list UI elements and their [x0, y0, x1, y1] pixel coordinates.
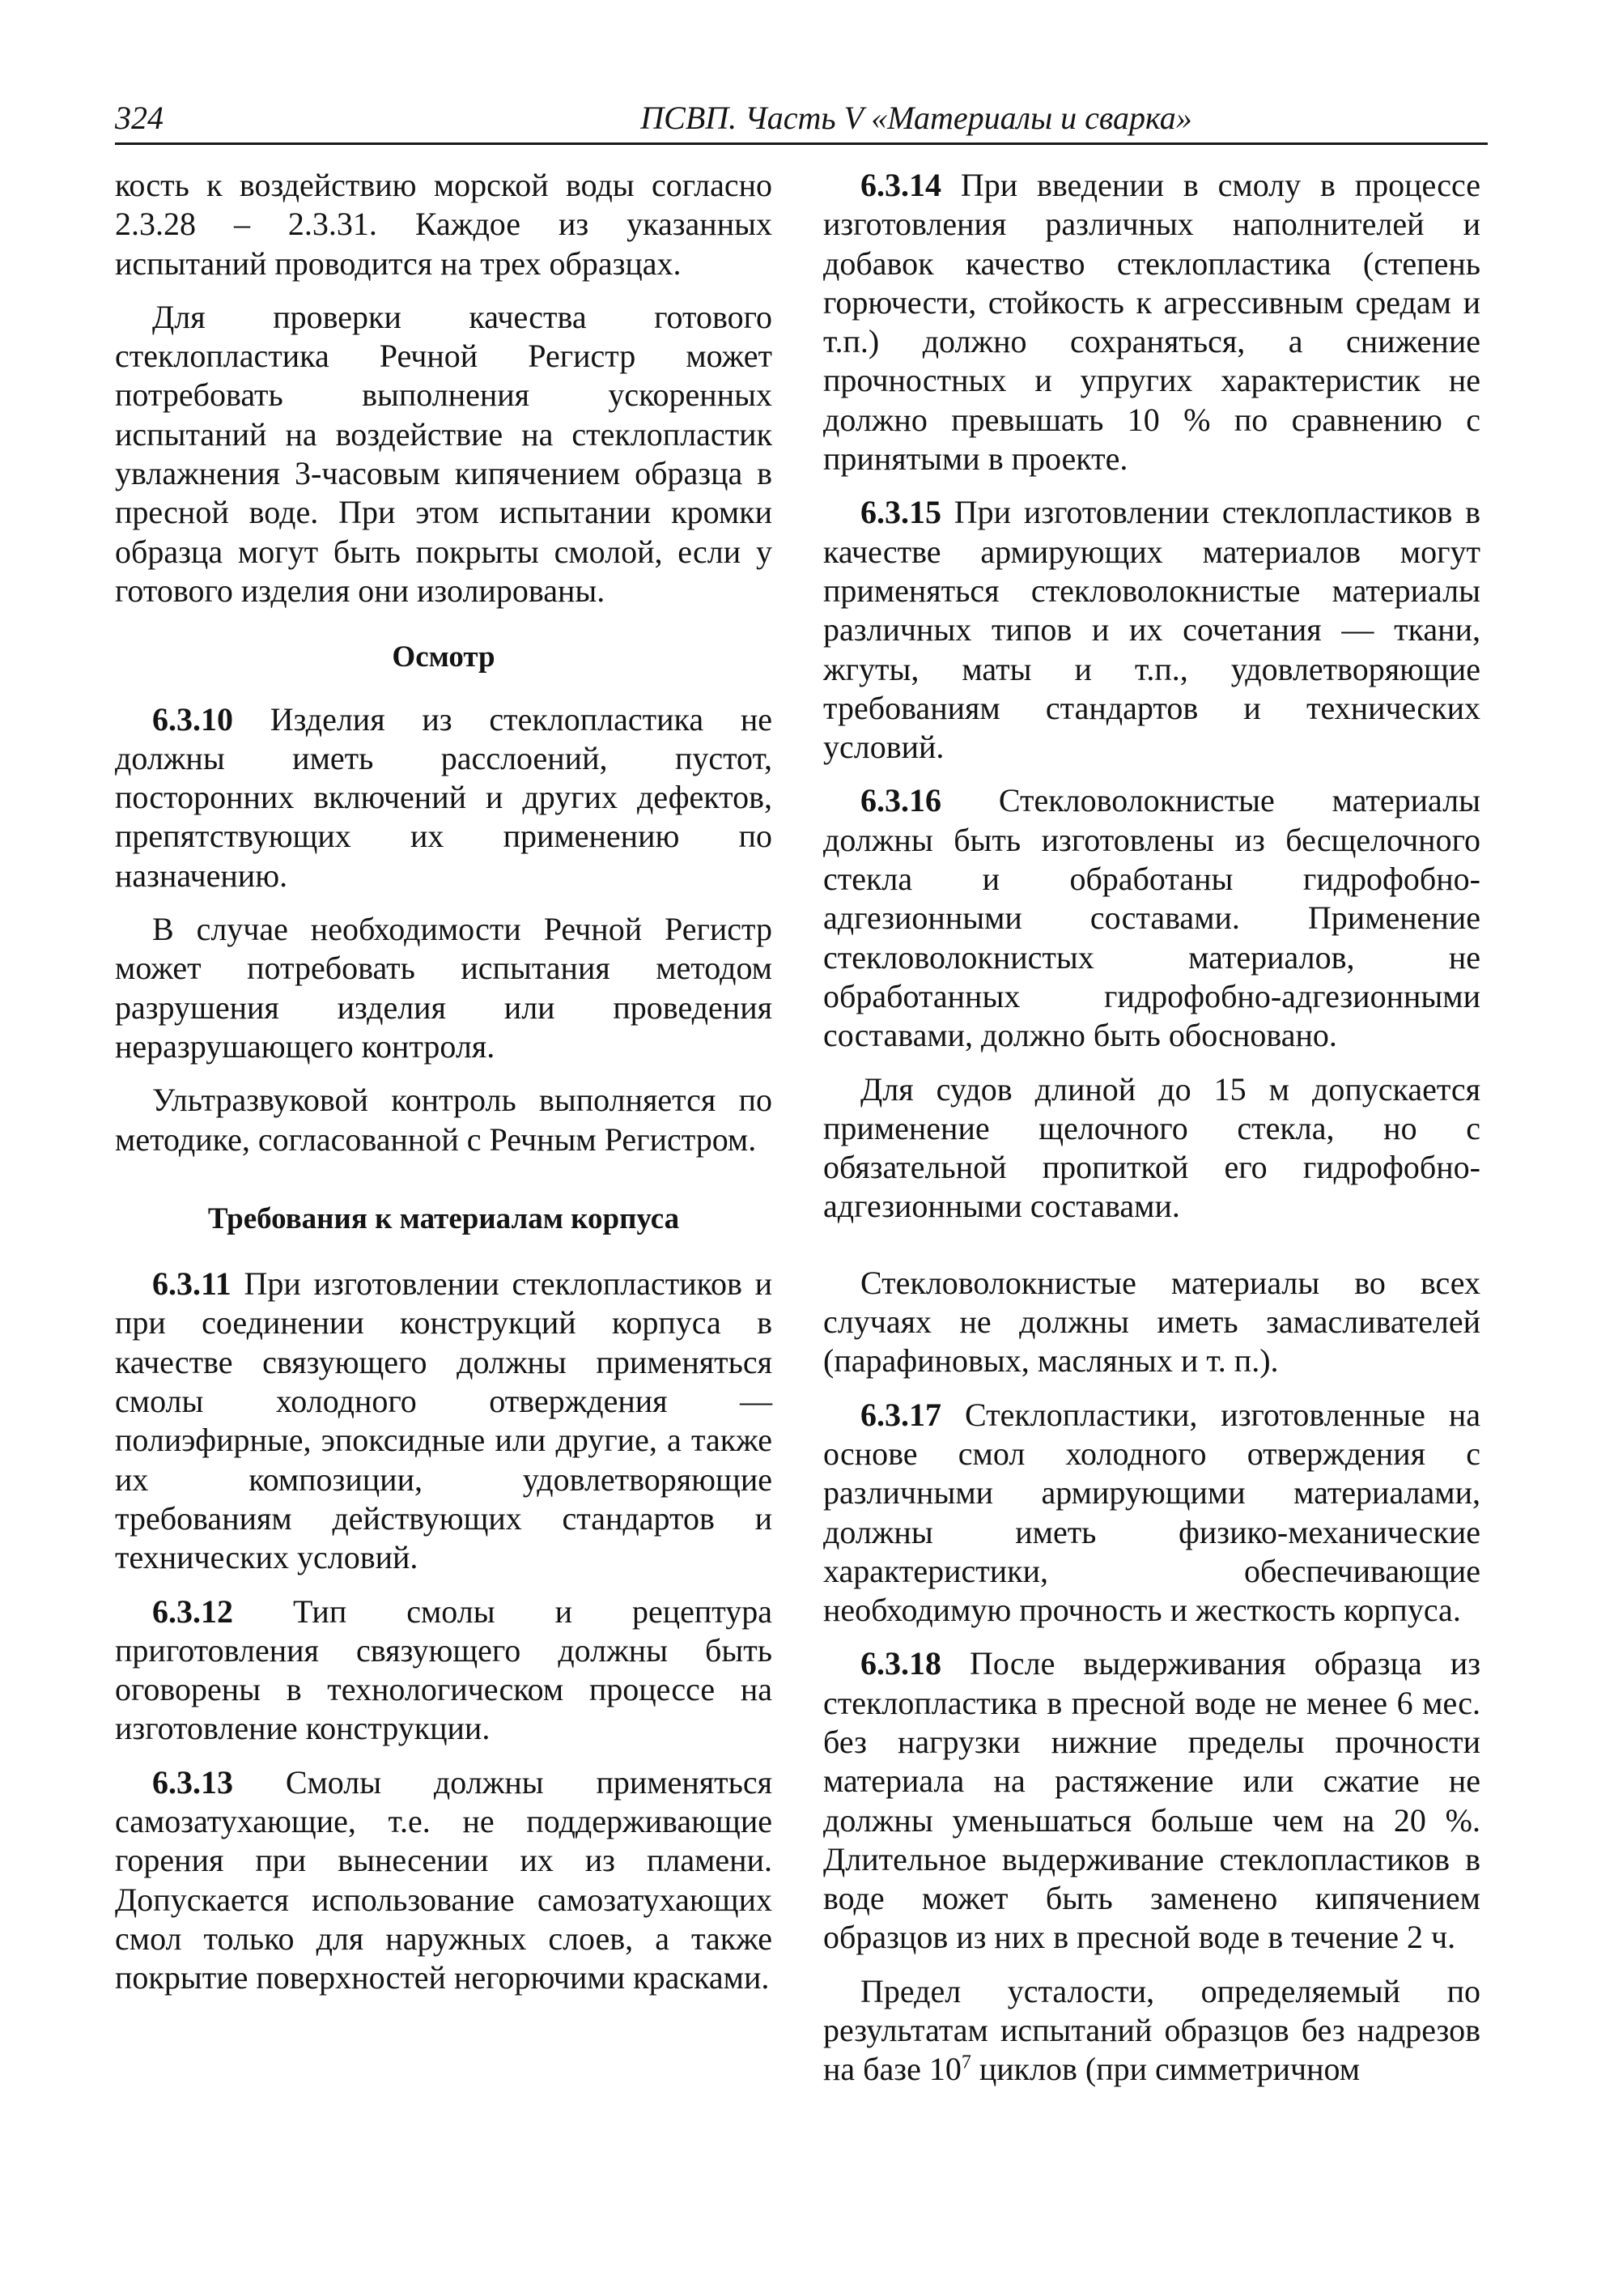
paragraph-sizing-agents: Стекловолокнистые материалы во всех случаях не должны иметь замасливателей (парафиновых, масляных и т. п.). [823, 1264, 1480, 1380]
clause-number: 6.3.17 [860, 1396, 941, 1433]
clause-6-3-17 [823, 1396, 1480, 1631]
clause-text: При изготовлении стеклопластиков в качестве армирующих материалов могут применяться стекловолокнистые материалы различных типов и их сочетания — ткани, жгуты, маты и т.п., удовлетворяющие требованиям стандартов и технических условий. [823, 494, 1480, 766]
section-heading-inspection: Осмотр [392, 640, 495, 674]
clause-number: 6.3.15 [860, 494, 941, 531]
clause-text: При введении в смолу в процессе изготовления различных наполнителей и добавок качество стеклопластика (степень горючести, стойкость к агрессивным средам и т.п.) должно сохраняться, а снижение прочностных и упругих характеристик не должно превышать 10 % по сравнению с принятыми в проекте. [823, 167, 1480, 478]
clause-text: Тип смолы и рецептура приготовления связующего должны быть оговорены в технологическом процессе на изготовление конструкции. [115, 1592, 772, 1747]
clause-text: Смолы должны применяться самозатухающие, т.е. не поддерживающие горения при вынесении их из пламени. Допускается использование самозатухающих смол только для наружных слоев, а также покрытие поверхностей негорючими красками. [115, 1763, 772, 1996]
clause-text: Стеклопластики, изготовленные на основе смол холодного отверждения с различными армирующими материалами, должны иметь физико-механические характеристики, обеспечивающие необходимую прочность и жесткость корпуса. [823, 1396, 1480, 1629]
clause-number: 6.3.11 [152, 1265, 231, 1303]
clause-6-3-13 [115, 1763, 772, 1998]
clause-number: 6.3.14 [860, 167, 941, 203]
paragraph-alkali-glass: Для судов длиной до 15 м допускается применение щелочного стекла, но с обязательной пропиткой его гидрофобно-адгезионными составами. [823, 1070, 1480, 1225]
clause-number: 6.3.13 [152, 1763, 233, 1801]
paragraph-destructive-testing: В случае необходимости Речной Регистр может потребовать испытания методом разрушения изделия или проведения неразрушающего контроля. [115, 911, 772, 1065]
running-header [115, 96, 1488, 145]
clause-text: При изготовлении стеклопластиков и при соединении конструкций корпуса в качестве связующего должны применяться смолы холодного отверждения — полиэфирные, эпоксидные или другие, а также их композиции, удовлетворяющие требованиям действующих стандартов и технических условий. [115, 1265, 772, 1576]
clause-6-3-14 [823, 166, 1480, 478]
page-number: 324 [115, 100, 164, 136]
clause-6-3-10 [115, 700, 772, 895]
left-column [115, 166, 772, 2012]
paragraph-fatigue-limit [823, 1972, 1480, 2090]
clause-6-3-16 [823, 781, 1480, 1055]
clause-number: 6.3.10 [152, 700, 233, 738]
clause-number: 6.3.18 [860, 1645, 941, 1682]
paragraph-continued: кость к воздействию морской воды согласно 2.3.28 – 2.3.31. Каждое из указанных испытаний проводится на трех образцах. [115, 167, 772, 282]
clause-6-3-12 [115, 1592, 772, 1749]
paragraph-quality-check: Для проверки качества готового стеклопластика Речной Регистр может потребовать выполнения ускоренных испытаний на воздействие на стеклопластик увлажнения 3-часовым кипячением образца в пресной воде. При этом испытании кромки образца могут быть покрыты смолой, если у готового изделия они изолированы. [115, 298, 772, 609]
clause-6-3-11 [115, 1265, 772, 1577]
clause-text: После выдерживания образца из стеклопластика в пресной воде не менее 6 мес. без нагрузки нижние пределы прочности материала на растяжение или сжатие не должны уменьшаться больше чем на 20 %. Длительное выдерживание стеклопластиков в воде может быть заменено кипячением образцов из них в пресной воде в течение 2 ч. [823, 1645, 1480, 1956]
fatigue-text-end: циклов (при симметричном [971, 2051, 1361, 2088]
paragraph-ultrasonic: Ультразвуковой контроль выполняется по методике, согласованной с Речным Регистром. [115, 1082, 772, 1158]
clause-6-3-15 [823, 493, 1480, 767]
clause-6-3-18 [823, 1644, 1480, 1957]
clause-text: Изделия из стеклопластика не должны иметь расслоений, пустот, посторонних включений и других дефектов, препятствующих их применению по назначению. [115, 700, 772, 894]
clause-number: 6.3.16 [860, 782, 941, 819]
clause-number: 6.3.12 [152, 1592, 233, 1630]
running-title: ПСВП. Часть V «Материалы и сварка» [640, 100, 1192, 136]
fatigue-text-start: Предел усталости, определяемый по результатам испытаний образцов без надрезов на базе 10 [823, 1972, 1480, 2088]
exponent: 7 [961, 2052, 971, 2074]
section-heading-hull-materials: Требования к материалам корпуса [207, 1201, 680, 1235]
clause-text: Стекловолокнистые материалы должны быть изготовлены из бесщелочного стекла и обработаны гидрофобно-адгезионными составами. Применение стекловолокнистых материалов, не обработанных гидрофобно-адгезионными составами, должно быть обосновано. [823, 782, 1480, 1054]
right-column [823, 166, 1480, 2104]
